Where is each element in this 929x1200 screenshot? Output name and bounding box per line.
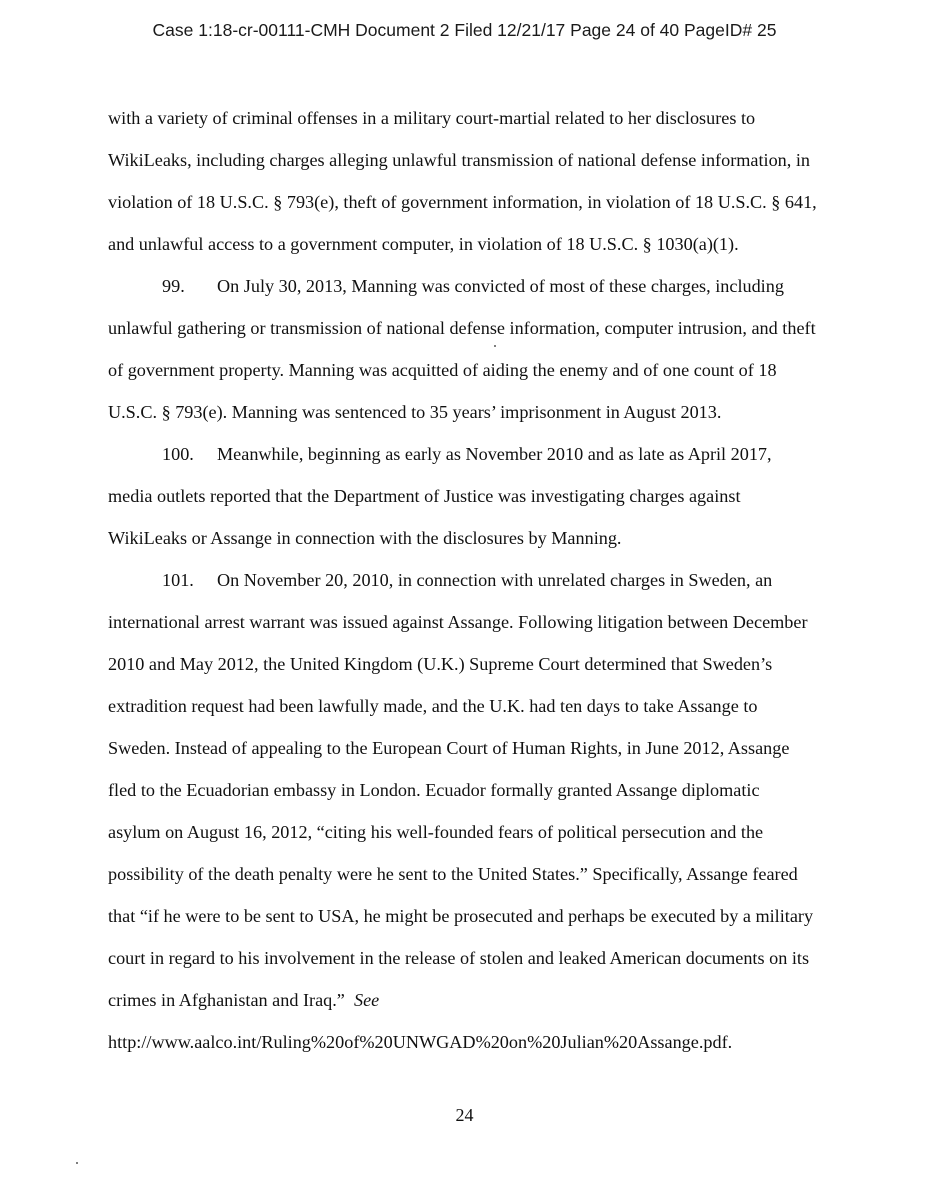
- body-line: and unlawful access to a government computer, in violation of 18 U.S.C. § 1030(a)(1).: [108, 234, 739, 254]
- body-line: asylum on August 16, 2012, “citing his well-founded fears of political persecution and the: [108, 822, 764, 842]
- body-line: of government property. Manning was acquitted of aiding the enemy and of one count of 18: [108, 360, 777, 380]
- body-line: fled to the Ecuadorian embassy in London. Ecuador formally granted Assange diplomatic: [108, 780, 760, 800]
- body-line: court in regard to his involvement in the release of stolen and leaked American documents on its: [108, 948, 810, 968]
- body-line: unlawful gathering or transmission of national defense information, computer intrusion, and theft: [108, 318, 816, 338]
- paragraph-101-first-line: [162, 569, 772, 591]
- body-line: Sweden. Instead of appealing to the European Court of Human Rights, in June 2012, Assange: [108, 738, 790, 758]
- paragraph-100-first-line: [162, 443, 772, 465]
- see-signal: See: [353, 990, 380, 1010]
- paragraph-number: 100.: [162, 444, 194, 464]
- body-line: that “if he were to be sent to USA, he might be prosecuted and perhaps be executed by a military: [108, 906, 814, 926]
- body-line: U.S.C. § 793(e). Manning was sentenced to 35 years’ imprisonment in August 2013.: [108, 402, 722, 422]
- body-line: international arrest warrant was issued against Assange. Following litigation between December: [108, 612, 808, 632]
- body-line: WikiLeaks or Assange in connection with the disclosures by Manning.: [108, 528, 622, 548]
- body-line: extradition request had been lawfully made, and the U.K. had ten days to take Assange to: [108, 696, 758, 716]
- paragraph-number: 101.: [162, 570, 194, 590]
- body-line: On July 30, 2013, Manning was convicted of most of these charges, including: [217, 276, 784, 296]
- citation-url: http://www.aalco.int/Ruling%20of%20UNWGAD%20on%20Julian%20Assange.pdf.: [108, 1032, 733, 1052]
- paragraph-number: 99.: [162, 276, 185, 296]
- page-number: 24: [455, 1105, 474, 1125]
- body-line: with a variety of criminal offenses in a military court-martial related to her disclosures to: [108, 108, 756, 128]
- body-line: 2010 and May 2012, the United Kingdom (U.K.) Supreme Court determined that Sweden’s: [108, 654, 773, 674]
- body-line: Meanwhile, beginning as early as November 2010 and as late as April 2017,: [217, 444, 772, 464]
- body-line: WikiLeaks, including charges alleging unlawful transmission of national defense information, in: [108, 150, 811, 170]
- scan-speck: [76, 1162, 78, 1164]
- paragraph-99-first-line: [162, 275, 784, 297]
- case-header: Case 1:18-cr-00111-CMH Document 2 Filed 12/21/17 Page 24 of 40 PageID# 25: [152, 20, 777, 40]
- body-line: possibility of the death penalty were he sent to the United States.” Specifically, Assange feared: [108, 864, 798, 884]
- scan-speck: [494, 345, 496, 347]
- body-line: On November 20, 2010, in connection with unrelated charges in Sweden, an: [217, 570, 773, 590]
- body-line-with-citation: [108, 989, 379, 1011]
- body-line: crimes in Afghanistan and Iraq.”: [108, 990, 345, 1010]
- body-line: media outlets reported that the Department of Justice was investigating charges against: [108, 486, 741, 506]
- body-line: violation of 18 U.S.C. § 793(e), theft of government information, in violation of 18 U.S.C. § 641,: [108, 192, 817, 212]
